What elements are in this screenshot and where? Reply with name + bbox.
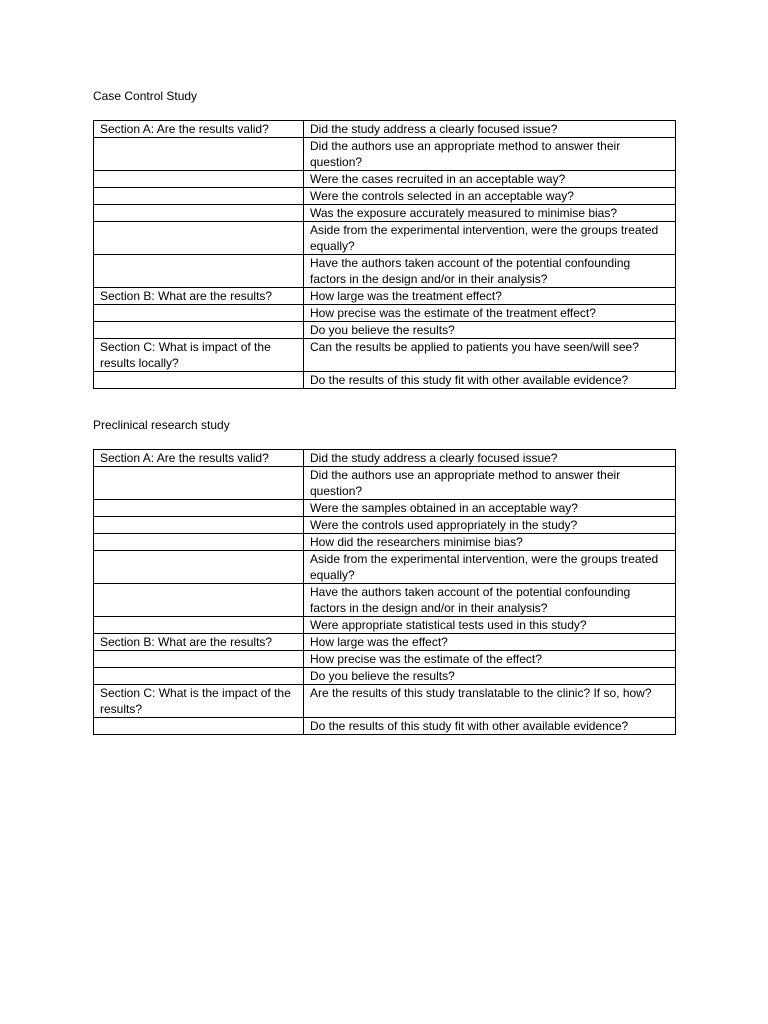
table-row bbox=[94, 634, 676, 651]
table-row bbox=[94, 551, 676, 584]
section-cell bbox=[94, 500, 304, 517]
section-cell bbox=[94, 668, 304, 685]
question-cell: Do you believe the results? bbox=[304, 322, 676, 339]
section-cell bbox=[94, 534, 304, 551]
section-cell bbox=[94, 517, 304, 534]
question-cell: Did the study address a clearly focused issue? bbox=[304, 121, 676, 138]
question-cell: How large was the treatment effect? bbox=[304, 288, 676, 305]
table-row bbox=[94, 534, 676, 551]
table-row bbox=[94, 322, 676, 339]
question-cell: How did the researchers minimise bias? bbox=[304, 534, 676, 551]
question-cell: Have the authors taken account of the potential confounding factors in the design and/or in their analysis? bbox=[304, 584, 676, 617]
section-cell bbox=[94, 584, 304, 617]
section-cell bbox=[94, 171, 304, 188]
table-row bbox=[94, 685, 676, 718]
section-cell: Section C: What is the impact of the results? bbox=[94, 685, 304, 718]
section-cell bbox=[94, 551, 304, 584]
question-cell: Are the results of this study translatable to the clinic? If so, how? bbox=[304, 685, 676, 718]
question-cell: Do the results of this study fit with other available evidence? bbox=[304, 372, 676, 389]
section-cell bbox=[94, 322, 304, 339]
section-cell bbox=[94, 222, 304, 255]
preclinical-table bbox=[93, 449, 676, 735]
section-cell: Section A: Are the results valid? bbox=[94, 121, 304, 138]
question-cell: How large was the effect? bbox=[304, 634, 676, 651]
section-cell bbox=[94, 205, 304, 222]
table-row bbox=[94, 188, 676, 205]
table-row bbox=[94, 467, 676, 500]
table-row bbox=[94, 668, 676, 685]
question-cell: Were the controls selected in an acceptable way? bbox=[304, 188, 676, 205]
question-cell: Have the authors taken account of the potential confounding factors in the design and/or in their analysis? bbox=[304, 255, 676, 288]
question-cell: Do the results of this study fit with other available evidence? bbox=[304, 718, 676, 735]
section-cell bbox=[94, 188, 304, 205]
question-cell: Did the authors use an appropriate method to answer their question? bbox=[304, 138, 676, 171]
table-row bbox=[94, 584, 676, 617]
question-cell: Aside from the experimental intervention, were the groups treated equally? bbox=[304, 551, 676, 584]
question-cell: Can the results be applied to patients you have seen/will see? bbox=[304, 339, 676, 372]
section-cell bbox=[94, 372, 304, 389]
table-row bbox=[94, 138, 676, 171]
question-cell: Did the authors use an appropriate method to answer their question? bbox=[304, 467, 676, 500]
question-cell: How precise was the estimate of the treatment effect? bbox=[304, 305, 676, 322]
table-row bbox=[94, 288, 676, 305]
section-cell bbox=[94, 617, 304, 634]
section-cell: Section C: What is impact of the results locally? bbox=[94, 339, 304, 372]
question-cell: Did the study address a clearly focused issue? bbox=[304, 450, 676, 467]
table-row bbox=[94, 718, 676, 735]
question-cell: How precise was the estimate of the effect? bbox=[304, 651, 676, 668]
section-cell bbox=[94, 305, 304, 322]
case-control-heading: Case Control Study bbox=[93, 89, 198, 103]
table-row bbox=[94, 222, 676, 255]
question-cell: Were the cases recruited in an acceptable way? bbox=[304, 171, 676, 188]
table-row bbox=[94, 450, 676, 467]
question-cell: Were appropriate statistical tests used in this study? bbox=[304, 617, 676, 634]
section-cell bbox=[94, 467, 304, 500]
table-row bbox=[94, 339, 676, 372]
question-cell: Do you believe the results? bbox=[304, 668, 676, 685]
table-row bbox=[94, 305, 676, 322]
table-row bbox=[94, 372, 676, 389]
table-row bbox=[94, 617, 676, 634]
table-row bbox=[94, 517, 676, 534]
question-cell: Were the controls used appropriately in the study? bbox=[304, 517, 676, 534]
question-cell: Was the exposure accurately measured to minimise bias? bbox=[304, 205, 676, 222]
table-row bbox=[94, 500, 676, 517]
question-cell: Were the samples obtained in an acceptable way? bbox=[304, 500, 676, 517]
section-cell bbox=[94, 255, 304, 288]
table-row bbox=[94, 255, 676, 288]
section-cell: Section B: What are the results? bbox=[94, 288, 304, 305]
section-cell bbox=[94, 138, 304, 171]
case-control-table bbox=[93, 120, 676, 389]
preclinical-heading: Preclinical research study bbox=[93, 418, 230, 432]
section-cell: Section B: What are the results? bbox=[94, 634, 304, 651]
question-cell: Aside from the experimental intervention, were the groups treated equally? bbox=[304, 222, 676, 255]
table-row bbox=[94, 171, 676, 188]
section-cell bbox=[94, 651, 304, 668]
table-row bbox=[94, 651, 676, 668]
table-row bbox=[94, 205, 676, 222]
table-row bbox=[94, 121, 676, 138]
section-cell bbox=[94, 718, 304, 735]
section-cell: Section A: Are the results valid? bbox=[94, 450, 304, 467]
